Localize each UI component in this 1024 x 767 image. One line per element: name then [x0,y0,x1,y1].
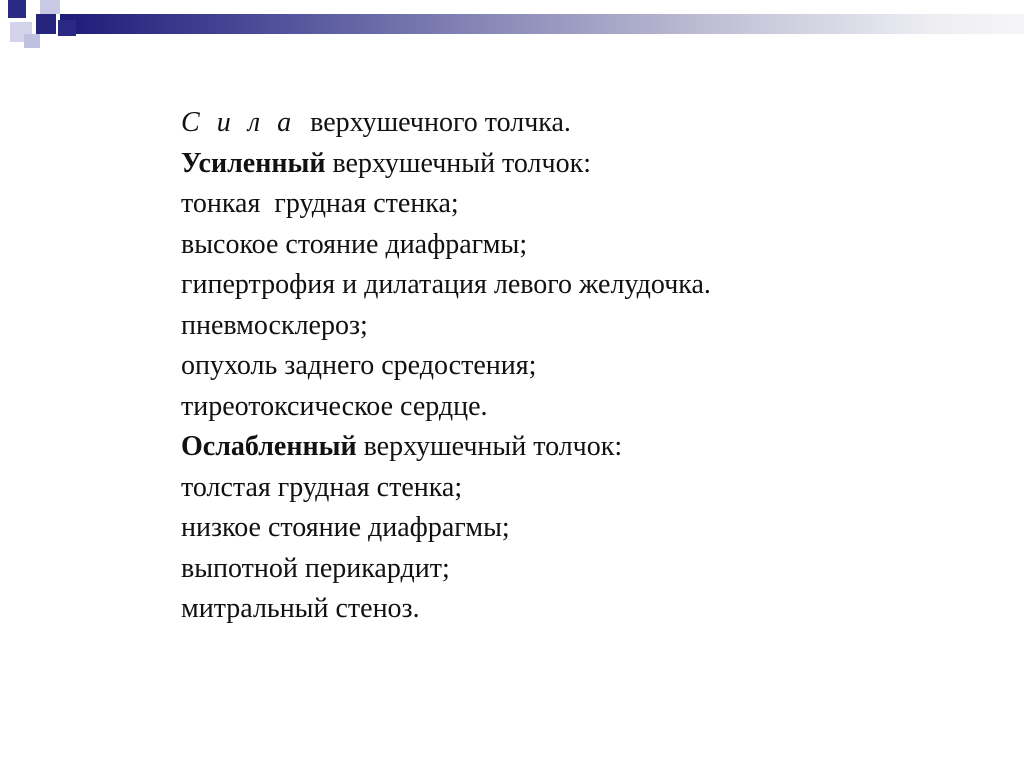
decorative-square [36,14,56,34]
list-item: тонкая грудная стенка; [181,188,459,219]
list-item: низкое стояние диафрагмы; [181,512,510,543]
list-item: толстая грудная стенка; [181,471,463,503]
line-text: верхушечный толчок: [325,147,591,179]
line-strength-heading [181,103,981,144]
list-item: тиреотоксическое сердце. [181,390,488,422]
line-weakened-heading [181,427,981,468]
heading-weakened: Ослабленный [181,431,357,462]
line-text: верхушечного толчка. [296,107,571,138]
slide-body [181,103,981,630]
decorative-square [40,0,60,14]
decorative-square [24,34,40,48]
list-item: выпотной перикардит; [181,552,450,584]
list-item: митральный стеноз. [181,593,420,624]
line-enhanced-heading [181,144,981,185]
list-item: гипертрофия и дилатация левого желудочка. [181,269,711,300]
header-gradient-bar [60,14,1024,34]
line-text: верхушечный толчок: [356,431,623,462]
list-item: высокое стояние диафрагмы; [181,228,528,260]
list-item: опухоль заднего средостения; [181,350,537,381]
heading-strength: С и л а [181,107,297,138]
list-item: пневмосклероз; [181,309,368,341]
decorative-square [8,0,26,18]
heading-enhanced: Усиленный [181,147,326,179]
decorative-square [58,20,76,36]
